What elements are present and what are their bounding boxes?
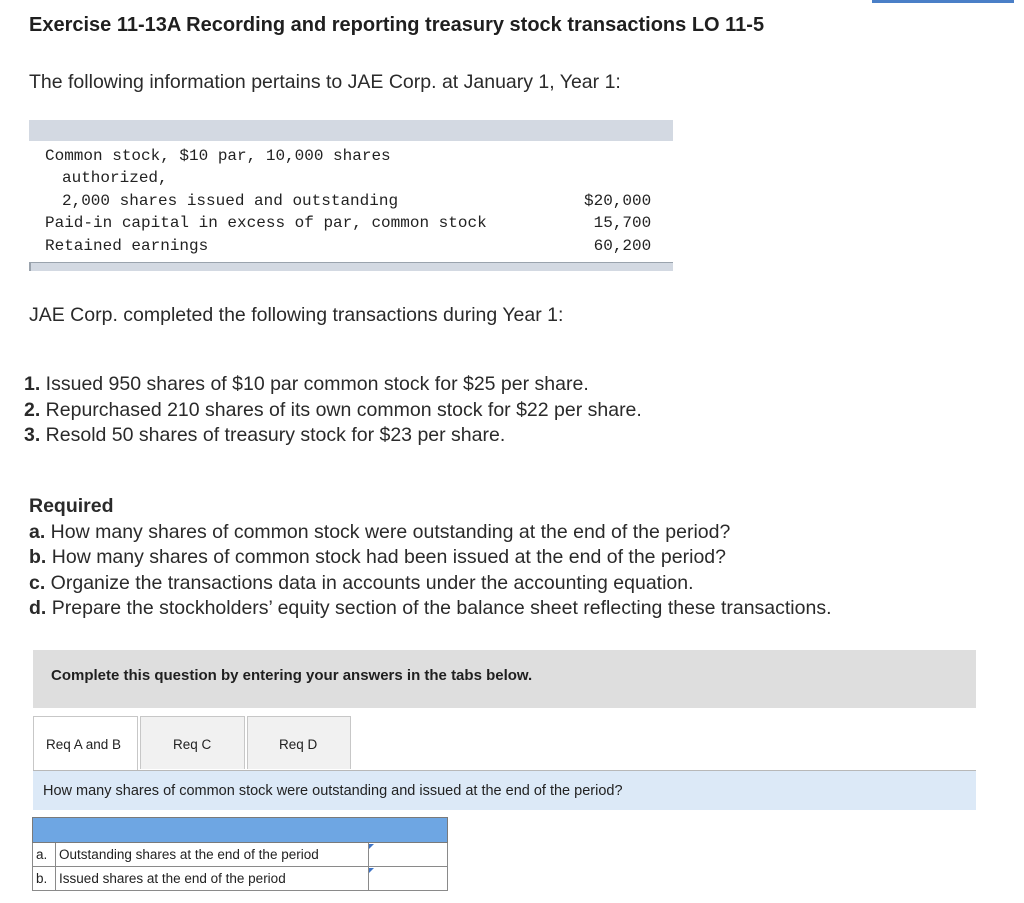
row-label: Outstanding shares at the end of the period [56, 843, 369, 867]
input-flag-icon [369, 844, 374, 849]
table-row [45, 190, 663, 212]
item-number: 1. [24, 373, 41, 395]
item-number: 3. [24, 424, 41, 446]
row-label: Common stock, $10 par, 10,000 shares [45, 147, 391, 165]
transactions-list [24, 372, 642, 449]
table-row [33, 867, 448, 891]
item-text: Organize the transactions data in accounts under the accounting equation. [45, 571, 694, 594]
intro-text: The following information pertains to JAE Corp. at January 1, Year 1: [29, 71, 621, 93]
paid-in-capital-value: 15,700 [593, 214, 652, 233]
table-footer-tick [29, 262, 31, 271]
list-item [29, 571, 832, 597]
row-label: authorized, [62, 169, 168, 188]
item-text: Repurchased 210 shares of its own common stock for $22 per share. [40, 398, 642, 421]
transactions-intro: JAE Corp. completed the following transactions during Year 1: [29, 304, 564, 326]
item-letter: d. [29, 597, 47, 619]
list-item [24, 372, 642, 398]
answer-table [32, 817, 448, 891]
question-text: How many shares of common stock were outstanding and issued at the end of the period? [43, 783, 623, 799]
retained-earnings-value: 60,200 [593, 236, 652, 255]
item-letter: c. [29, 571, 46, 594]
tab-req-a-and-b[interactable]: Req A and B [33, 716, 138, 772]
tab-req-d[interactable]: Req D [247, 716, 351, 769]
input-flag-icon [369, 868, 374, 873]
table-footer-bar [29, 262, 673, 271]
top-accent-bar [872, 0, 1014, 3]
tab-req-c[interactable]: Req C [140, 716, 245, 769]
answer-table-header [33, 818, 448, 843]
table-row [45, 212, 663, 234]
row-label: Issued shares at the end of the period [56, 867, 369, 891]
item-text: Prepare the stockholders’ equity section of the balance sheet reflecting these transactions. [46, 597, 832, 619]
outstanding-shares-input[interactable] [369, 844, 445, 865]
instruction-text: Complete this question by entering your answers in the tabs below. [51, 667, 533, 684]
instruction-box [33, 650, 976, 708]
exercise-title: Exercise 11-13A Recording and reporting treasury stock transactions LO 11-5 [29, 14, 765, 36]
list-item [29, 545, 832, 571]
list-item [24, 423, 642, 449]
balances-table [45, 145, 663, 257]
table-row [33, 843, 448, 867]
item-letter: a. [29, 520, 46, 543]
opening-balances-table [29, 120, 673, 271]
item-text: How many shares of common stock were outstanding at the end of the period? [45, 520, 731, 543]
required-section [29, 494, 832, 622]
question-bar [33, 771, 976, 810]
issued-shares-input[interactable] [369, 868, 445, 889]
table-row [45, 145, 663, 167]
row-label: Retained earnings [45, 236, 209, 255]
required-heading: Required [29, 495, 114, 517]
table-row [45, 167, 663, 189]
item-text: Resold 50 shares of treasury stock for $23 per share. [40, 424, 506, 446]
item-number: 2. [24, 398, 41, 421]
item-text: How many shares of common stock had been issued at the end of the period? [46, 546, 726, 568]
table-header-bar [29, 120, 673, 141]
row-label: 2,000 shares issued and outstanding [62, 191, 399, 210]
list-item [24, 398, 642, 424]
common-stock-value: $20,000 [584, 191, 652, 210]
list-item [29, 596, 832, 622]
row-letter: a. [33, 843, 56, 867]
table-row [45, 235, 663, 257]
row-label: Paid-in capital in excess of par, common stock [45, 214, 487, 233]
item-letter: b. [29, 546, 47, 568]
item-text: Issued 950 shares of $10 par common stock for $25 per share. [40, 373, 589, 395]
row-letter: b. [33, 867, 56, 891]
list-item [29, 520, 832, 546]
